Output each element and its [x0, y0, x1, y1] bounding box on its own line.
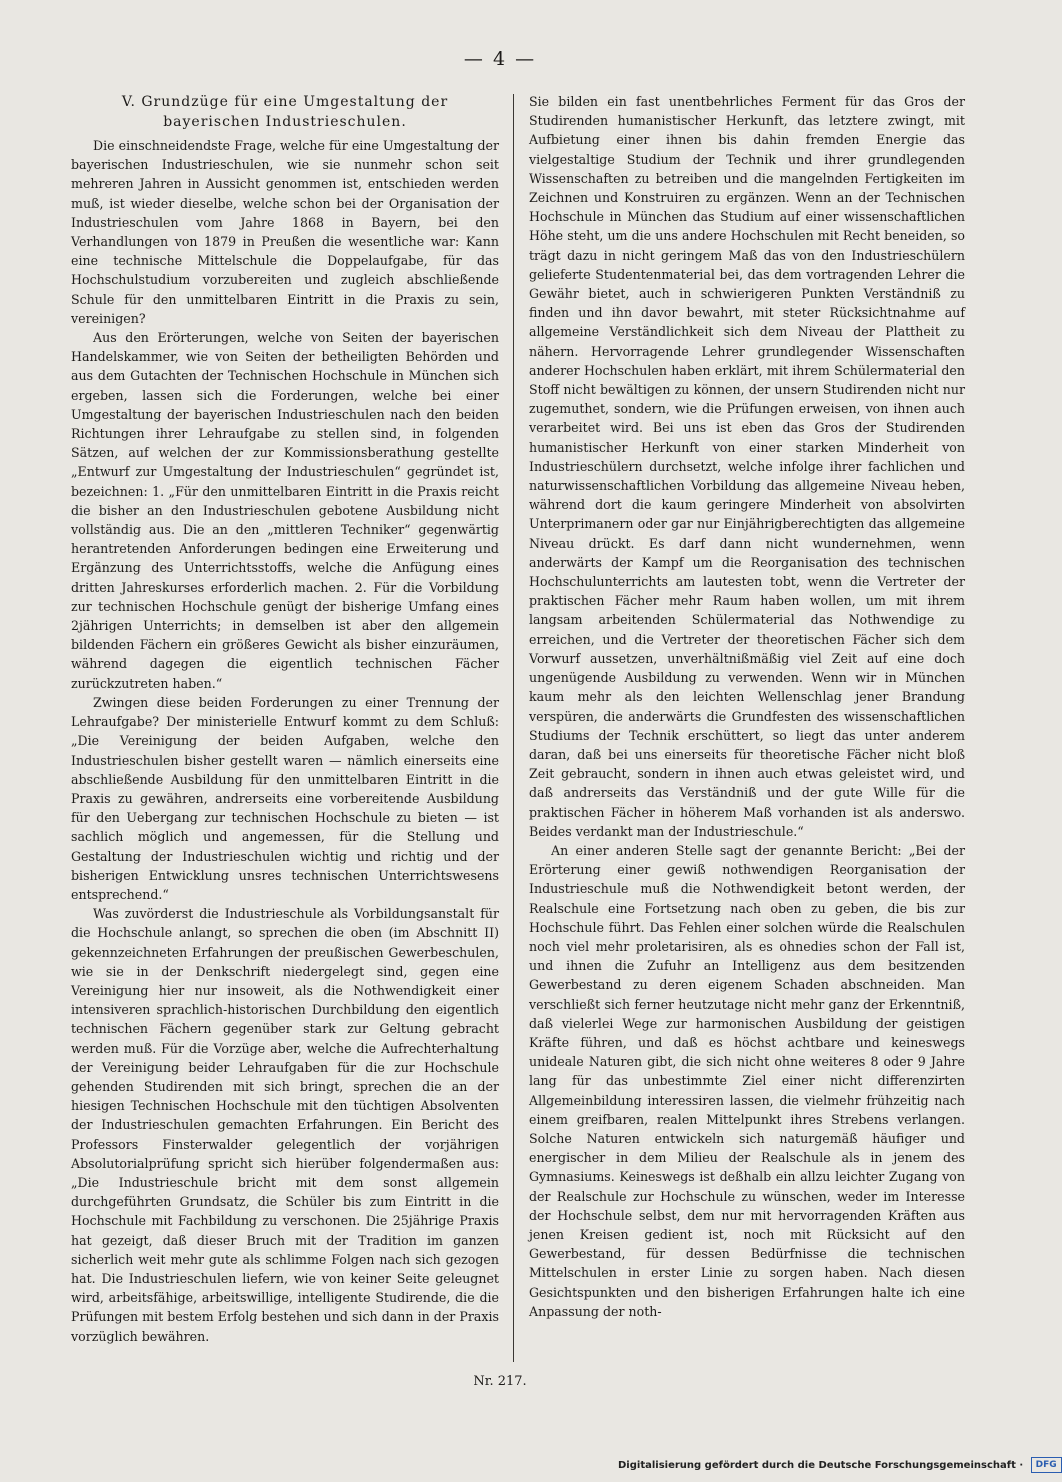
paragraph: Zwingen diese beiden Forderungen zu einer Trennung der Lehraufgabe? Der ministerielle Entwurf kommt zu dem Schluß: „Die Vereinigung der beiden Aufgaben, welche den Industrieschulen bisher gestellt waren — nämlich einerseits eine abschließende Ausbildung für den unmittelbaren Eintritt in die Praxis zu gewähren, andrerseits eine vorbereitende Ausbildung für den Uebergang zur technischen Hochschule zu bieten — ist sachlich möglich und angemessen, für die Stellung und Gestaltung der Industrieschulen wichtig und richtig und der bisherigen Entwicklung unsres technischen Unterrichtswesens entsprechend.“ — [71, 694, 499, 902]
paragraph: Was zuvörderst die Industrieschule als Vorbildungsanstalt für die Hochschule anlangt, so sprechen die oben (im Abschnitt II) gekennzeichneten Erfahrungen der preußischen Gewerbeschulen, wie sie in der Denkschrift niedergelegt sind, gegen eine Vereinigung hier nur insoweit, als die Nothwendigkeit einer intensiveren sprachlich-historischen Durchbildung den eigentlich technischen Fächern gegenüber stark zur Geltung gebracht werden muß. Für die Vorzüge aber, welche die Aufrechterhaltung der Vereinigung beider Lehraufgaben für die zur Hochschule gehenden Studirenden mit sich bringt, sprechen die an der hiesigen Technischen Hochschule mit den tüchtigen Absolventen der Industrieschulen gemachten Erfahrungen. Ein Bericht des Professors Finsterwalder gelegentlich der vorjährigen Absolutorialprüfung spricht sich hierüber folgendermaßen aus: „Die Industrieschule bricht mit dem sonst allgemein durchgeführten Grundsatz, die Schüler bis zum Eintritt in die Hochschule mit Fachbildung zu verschonen. Die 25jährige Praxis hat gezeigt, daß dieser Bruch mit der Tradition im ganzen sicherlich weit mehr gute als schlimme Folgen nach sich gezogen hat. Die Industrieschulen liefern, wie von keiner Seite geleugnet wird, arbeitsfähige, arbeitswillige, intelligente Studirende, die die Prüfungen mit bestem Erfolg bestehen und sich dann in der Praxis vorzüglich bewähren. — [71, 906, 499, 1344]
section-heading-line-2: bayerischen Industrieschulen. — [163, 114, 407, 130]
paragraph: Sie bilden ein fast unentbehrliches Ferment für das Gros der Studirenden humanistischer Herkunft, das letztere zwingt, mit Aufbietung einer ihnen bis dahin fremden Energie das vielgestaltige Studium der Technik und ihrer grundlegenden Wissenschaften zu betreiben und die mangelnden Fertigkeiten im Zeichnen und Konstruiren zu ergänzen. Wenn an der Technischen Hochschule in München das Studium auf einer wissenschaftlichen Höhe steht, um die uns andere Hochschulen mit Recht beneiden, so trägt dazu in nicht geringem Maß das von den Industrieschülern gelieferte Studentenmaterial bei, das dem vortragenden Lehrer die Gewähr bietet, auch in schwierigeren Punkten Verständniß zu finden und ihn davor bewahrt, mit steter Rücksichtnahme auf allgemeine Verständlichkeit sich dem Niveau der Plattheit zu nähern. Hervorragende Lehrer grundlegender Wissenschaften anderer Hochschulen haben erklärt, mit ihrem Schülermaterial den Stoff nicht bewältigen zu können, der unsern Studirenden nicht nur zugemuthet, sondern, wie die Prüfungen erweisen, von ihnen auch verarbeitet wird. Bei uns ist eben das Gros der Studirenden humanistischer Herkunft von einer starken Minderheit von Industrieschülern durchsetzt, welche infolge ihrer fachlichen und naturwissenschaftlichen Vorbildung das allgemeine Niveau heben, während dort die kaum geringere Minderheit von absolvirten Unterprimanern oder gar nur Einjährigberechtigten das allgemeine Niveau drückt. Es darf dann nicht wundernehmen, wenn anderwärts der Kampf um die Reorganisation des technischen Hochschulunterrichts am lautesten tobt, wenn die Vertreter der praktischen Fächer mehr Raum haben wollen, um mit ihrem langsam arbeitenden Schülermaterial das Nothwendige zu erreichen, und die Vertreter der theoretischen Fächer sich dem Vorwurf aussetzen, unverhältnißmäßig viel Zeit auf eine doch ungenügende Ausbildung zu verwenden. Wenn wir in München kaum mehr als den leichten Wellenschlag jener Brandung verspüren, die anderwärts die Grundfesten des wissenschaftlichen Studiums der Technik erschüttert, so liegt das unter anderem daran, daß bei uns einerseits für theoretische Fächer nicht bloß Zeit gebraucht, sondern in ihnen auch etwas geleistet wird, und daß andrerseits das Verständniß und der gute Wille für die praktischen Fächer in höherem Maß vorhanden ist als anderswo. Beides verdankt man der Industrieschule.“ — [529, 94, 965, 839]
section-heading-line-1: V. Grundzüge für eine Umgestaltung der — [121, 94, 449, 110]
credit-text: Digitalisierung gefördert durch die Deutsche Forschungsgemeinschaft · — [618, 1460, 1024, 1471]
column-divider — [513, 94, 514, 1362]
dfg-logo: DFG — [1031, 1457, 1062, 1473]
issue-number: Nr. 217. — [473, 1374, 527, 1389]
digitization-credit — [618, 1457, 1057, 1475]
left-column — [71, 92, 499, 1367]
paragraph: An einer anderen Stelle sagt der genannte Bericht: „Bei der Erörterung einer gewiß nothwendigen Reorganisation der Industrieschule muß die Nothwendigkeit betont werden, der Realschule eine Fortsetzung nach oben zu geben, die bis zur Hochschule führt. Das Fehlen einer solchen würde die Realschulen noch viel mehr proletarisiren, als es ohnedies schon der Fall ist, und ihnen die Zufuhr an Intelligenz aus dem besitzenden Gewerbestand zu deren eigenem Schaden abschneiden. Man verschließt sich ferner heutzutage nicht mehr ganz der Erkenntniß, daß vielerlei Wege zur harmonischen Ausbildung der geistigen Kräfte führen, und daß es höchst achtbare und keineswegs unideale Naturen gibt, die sich nicht ohne weiteres 8 oder 9 Jahre lang für das unbestimmte Ziel einer nicht differenzirten Allgemeinbildung interessiren lassen, die vielmehr frühzeitig nach einem greifbaren, realen Mittelpunkt ihres Strebens verlangen. Solche Naturen entwickeln sich naturgemäß häufiger und energischer in dem Milieu der Realschule als in jenem des Gymnasiums. Keineswegs ist deßhalb ein allzu leichter Zugang von der Realschule zur Hochschule zu wünschen, weder im Interesse der Hochschule selbst, dem nur mit hervorragenden Kräften aus jenen Kreisen gedient ist, noch mit Rücksicht auf den Gewerbestand, für dessen Bedürfnisse die technischen Mittelschulen in erster Linie zu sorgen haben. Nach diesen Gesichtspunkten und den bisherigen Erfahrungen halte ich eine Anpassung der noth- — [529, 842, 965, 1319]
paragraph: Die einschneidendste Frage, welche für eine Umgestaltung der bayerischen Industrieschulen, wie sie nunmehr schon seit mehreren Jahren in Aussicht genommen ist, entschieden werden muß, ist wieder dieselbe, welche schon bei der Organisation der Industrieschulen vom Jahre 1868 in Bayern, bei den Verhandlungen von 1879 in Preußen die wesentliche war: Kann eine technische Mittelschule die Doppelaufgabe, für das Hochschulstudium vorzubereiten und zugleich abschließende Schule für den unmittelbaren Eintritt in die Praxis zu sein, vereinigen? — [71, 138, 499, 326]
section-heading — [71, 92, 499, 132]
page-number: — 4 — — [463, 48, 537, 70]
right-column — [529, 92, 965, 1367]
paragraph: Aus den Erörterungen, welche von Seiten der bayerischen Handelskammer, wie von Seiten der betheiligten Behörden und aus dem Gutachten der Technischen Hochschule in München sich ergeben, lassen sich die Forderungen, welche bei einer Umgestaltung der bayerischen Industrieschulen nach den beiden Richtungen ihrer Lehraufgabe zu stellen sind, in folgenden Sätzen, auf welchen der zur Kommissionsberathung gestellte „Entwurf zur Umgestaltung der Industrieschulen“ gegründet ist, bezeichnen: 1. „Für den unmittelbaren Eintritt in die Praxis reicht die bisher an den Industrieschulen gebotene Ausbildung nicht vollständig aus. Die an den „mittleren Techniker“ gegenwärtig herantretenden Anforderungen bedingen eine Erweiterung und Ergänzung des Unterrichtsstoffs, welche die Anfügung eines dritten Jahreskurses erforderlich machen. 2. Für die Vorbildung zur technischen Hochschule genügt der bisherige Umfang eines 2jährigen Unterrichts; in demselben ist aber den allgemein bildenden Fächern ein größeres Gewicht als bisher einzuräumen, während dagegen die eigentlich technischen Fächer zurückzutreten haben.“ — [71, 330, 499, 691]
